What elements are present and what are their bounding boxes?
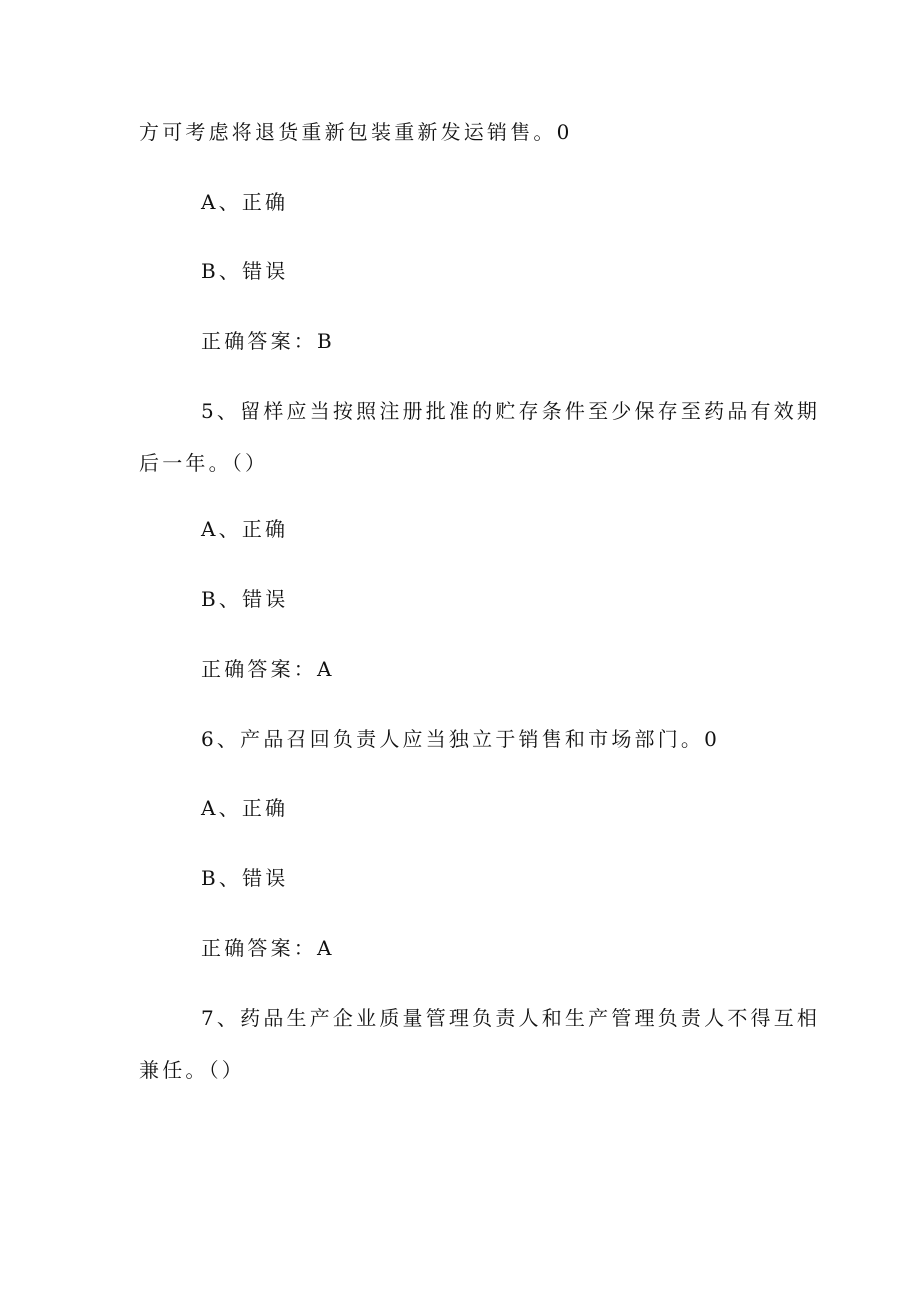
question-5-text-continued: 后一年。（） bbox=[139, 451, 269, 475]
correct-answer: 正确答案：B bbox=[201, 329, 335, 353]
option-a: A、正确 bbox=[201, 190, 289, 214]
question-6-text: 6、产品召回负责人应当独立于销售和市场部门。0 bbox=[201, 727, 721, 751]
question-5-text: 5、留样应当按照注册批准的贮存条件至少保存至药品有效期 bbox=[201, 399, 821, 423]
question-7-text: 7、药品生产企业质量管理负责人和生产管理负责人不得互相 bbox=[201, 1006, 821, 1030]
question-7-text-continued: 兼任。（） bbox=[139, 1058, 245, 1082]
question-5-option-b: B、错误 bbox=[201, 587, 289, 611]
question-6-option-b: B、错误 bbox=[201, 866, 289, 890]
question-continuation-text: 方可考虑将退货重新包装重新发运销售。0 bbox=[139, 120, 573, 144]
question-5-option-a: A、正确 bbox=[201, 517, 289, 541]
option-b: B、错误 bbox=[201, 259, 289, 283]
question-5-correct-answer: 正确答案：A bbox=[201, 657, 335, 681]
question-6-correct-answer: 正确答案：A bbox=[201, 936, 335, 960]
question-6-option-a: A、正确 bbox=[201, 796, 289, 820]
